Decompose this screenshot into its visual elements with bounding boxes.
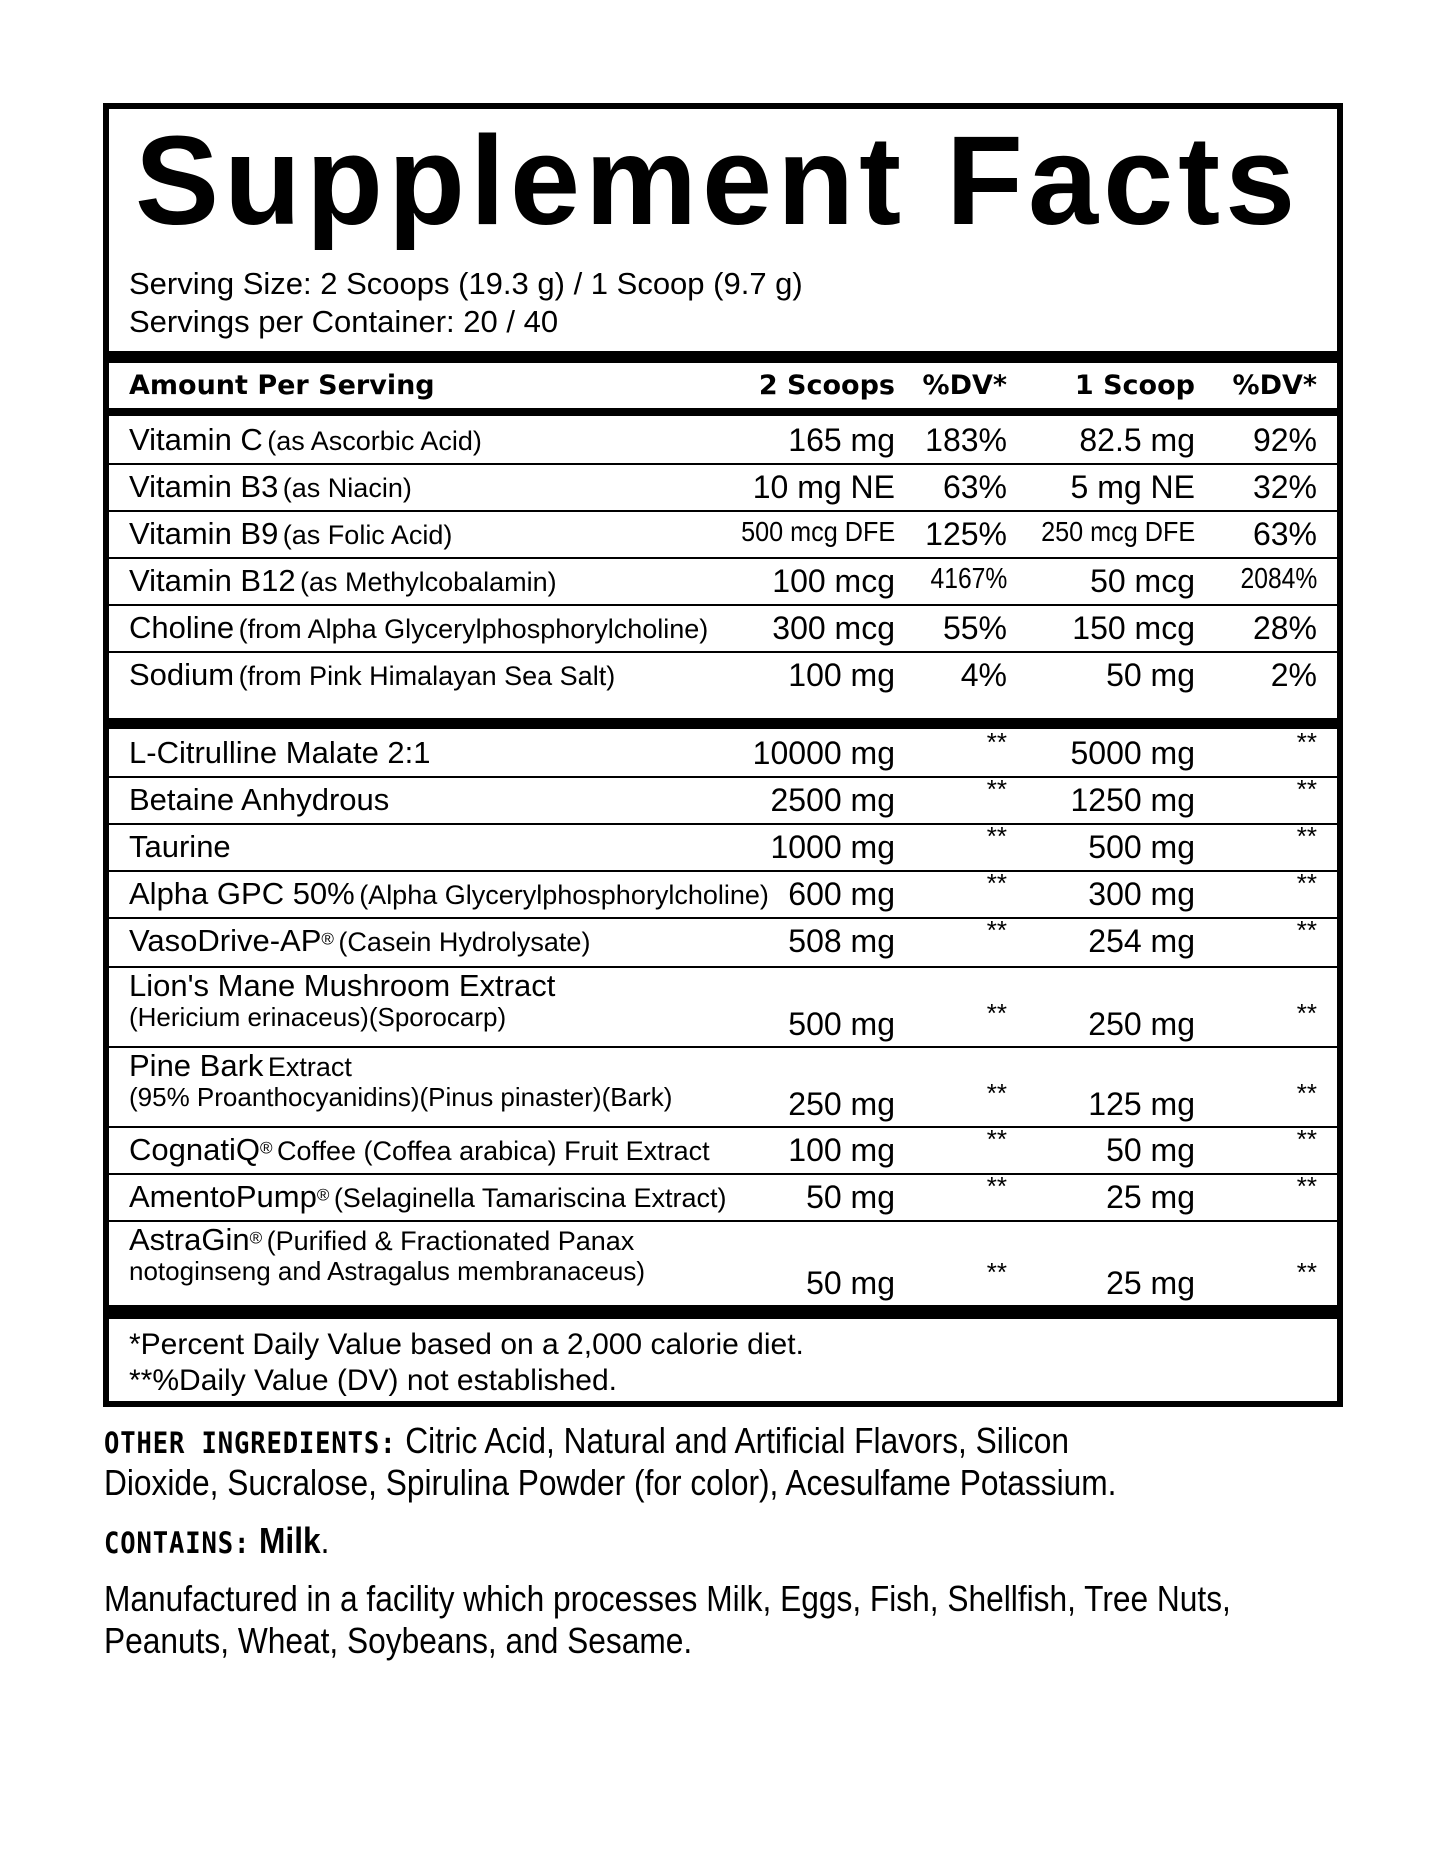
contains-period: . (320, 1520, 330, 1561)
table-row (109, 557, 1337, 604)
ingredient-title: Vitamin B9 (129, 516, 279, 551)
other-ingredients (104, 1420, 1116, 1504)
dv-one-scoop: ** (1296, 868, 1317, 898)
ingredient-title: L-Citrulline Malate 2:1 (129, 735, 431, 770)
table-row (109, 776, 1337, 823)
other-ingredients-line1: Citric Acid, Natural and Artificial Flavors, Silicon (405, 1420, 1069, 1461)
ingredient-name (129, 469, 412, 505)
amount-two-scoops: 508 mg (788, 923, 895, 959)
amount-two-scoops: 100 mg (788, 657, 895, 693)
amount-one-scoop: 1250 mg (1070, 782, 1195, 818)
dv-two-scoops: ** (986, 774, 1007, 804)
dv-one-scoop: 2% (1270, 657, 1317, 693)
amount-one-scoop: 5 mg NE (1070, 469, 1195, 505)
amount-one-scoop: 150 mcg (1072, 610, 1195, 646)
ingredient-title: Alpha GPC 50% (129, 876, 355, 911)
footnotes (129, 1327, 804, 1399)
ingredient-name (129, 968, 555, 1004)
dv-two-scoops: 183% (925, 422, 1007, 458)
dv-two-scoops: ** (986, 915, 1007, 945)
ingredient-source: (from Pink Himalayan Sea Salt) (238, 661, 616, 691)
registered-mark: ® (249, 1228, 263, 1248)
dv-one-scoop: ** (1296, 1171, 1317, 1201)
ingredient-title: Vitamin B3 (129, 469, 279, 504)
facility-line2: Peanuts, Wheat, Soybeans, and Sesame. (104, 1620, 693, 1661)
table-row (109, 463, 1337, 510)
ingredient-title: Vitamin C (129, 422, 263, 457)
ingredient-detail: (Hericium erinaceus)(Sporocarp) (129, 1002, 507, 1032)
table-row (109, 729, 1337, 776)
dv-one-scoop: 2084% (1240, 563, 1317, 595)
header-bottom-divider (109, 408, 1337, 416)
ingredient-name (129, 422, 482, 458)
dv-two-scoops: 4167% (930, 563, 1007, 595)
ingredient-name (129, 610, 708, 646)
amount-one-scoop: 50 mg (1106, 1132, 1195, 1168)
ingredient-source: (Purified & Fractionated Panax (266, 1226, 635, 1256)
servings-per-container: Servings per Container: 20 / 40 (129, 304, 559, 339)
dv-one-scoop: 92% (1252, 422, 1317, 458)
dv-one-scoop: ** (1296, 774, 1317, 804)
dv-two-scoops: ** (986, 1257, 1007, 1287)
amount-two-scoops: 10000 mg (752, 735, 895, 771)
dv-one-scoop: 63% (1252, 516, 1317, 552)
amount-two-scoops: 300 mcg (772, 610, 895, 646)
dv-two-scoops: ** (986, 727, 1007, 757)
ingredient-source: (Casein Hydrolysate) (338, 927, 591, 957)
ingredient-detail: notoginseng and Astragalus membranaceus) (129, 1256, 645, 1286)
amount-two-scoops: 100 mcg (772, 563, 895, 599)
dv-one-scoop: ** (1296, 821, 1317, 851)
dv-two-scoops: ** (986, 998, 1007, 1028)
ingredient-source: (as Folic Acid) (282, 520, 453, 550)
dv-two-scoops: ** (986, 1124, 1007, 1154)
ingredient-name (129, 735, 431, 771)
amount-two-scoops: 600 mg (788, 876, 895, 912)
table-row (109, 510, 1337, 557)
ingredient-name (129, 1132, 710, 1168)
table-row (109, 651, 1337, 698)
panel-title: Supplement Facts (135, 110, 1301, 251)
one-scoop-header: 1 Scoop (1074, 370, 1195, 401)
other-ingredients-label: OTHER INGREDIENTS: (104, 1426, 397, 1460)
amount-one-scoop: 250 mg (1088, 1006, 1195, 1042)
amount-per-serving-label: Amount Per Serving (129, 370, 435, 401)
amount-one-scoop: 500 mg (1088, 829, 1195, 865)
amount-one-scoop: 50 mg (1106, 657, 1195, 693)
ingredient-name (129, 876, 769, 912)
table-row (109, 917, 1337, 966)
header-thick-divider (109, 351, 1337, 363)
ingredient-source: (Selaginella Tamariscina Extract) (333, 1183, 727, 1213)
amount-two-scoops: 500 mg (788, 1006, 895, 1042)
ingredient-title: Choline (129, 610, 235, 645)
ingredient-name (129, 657, 615, 693)
footnote-not-established: **%Daily Value (DV) not established. (129, 1364, 618, 1397)
amount-one-scoop: 300 mg (1088, 876, 1195, 912)
ingredient-source: (Alpha Glycerylphosphorylcholine) (359, 880, 769, 910)
dv-one-scoop: ** (1296, 1257, 1317, 1287)
table-row (109, 1046, 1337, 1126)
ingredient-source: (as Methylcobalamin) (300, 567, 557, 597)
dv-two-scoops: 63% (942, 469, 1007, 505)
dv-header-two: %DV* (922, 370, 1007, 401)
dv-one-scoop: ** (1296, 727, 1317, 757)
dv-header-one: %DV* (1232, 370, 1317, 401)
ingredient-name (129, 829, 231, 865)
ingredient-title: Sodium (129, 657, 235, 692)
table-row (109, 870, 1337, 917)
dv-two-scoops: 4% (960, 657, 1007, 693)
amount-two-scoops: 100 mg (788, 1132, 895, 1168)
ingredient-name (129, 563, 557, 599)
table-row (109, 604, 1337, 651)
amount-one-scoop: 25 mg (1106, 1265, 1195, 1301)
amount-two-scoops: 500 mcg DFE (740, 516, 895, 547)
ingredient-title: Taurine (129, 829, 231, 864)
ingredient-source: (as Niacin) (282, 473, 412, 503)
table-row (109, 1173, 1337, 1220)
serving-size: Serving Size: 2 Scoops (19.3 g) / 1 Scoop (9.7 g) (129, 266, 803, 301)
ingredient-title: CognatiQ (129, 1132, 260, 1167)
table-row (109, 1126, 1337, 1173)
dv-two-scoops: ** (986, 1078, 1007, 1108)
amount-one-scoop: 125 mg (1088, 1086, 1195, 1122)
contains-allergen: Milk (259, 1520, 321, 1561)
supplement-facts-panel (103, 103, 1343, 1407)
amount-one-scoop: 250 mcg DFE (1040, 516, 1195, 547)
ingredient-name (129, 1048, 352, 1084)
two-scoops-header: 2 Scoops (758, 370, 895, 401)
amount-one-scoop: 5000 mg (1070, 735, 1195, 771)
amount-one-scoop: 25 mg (1106, 1179, 1195, 1215)
amount-two-scoops: 1000 mg (770, 829, 895, 865)
other-ingredients-line2: Dioxide, Sucralose, Spirulina Powder (for color), Acesulfame Potassium. (104, 1462, 1117, 1503)
amount-one-scoop: 254 mg (1088, 923, 1195, 959)
ingredient-suffix: Extract (267, 1052, 352, 1082)
ingredient-title: Lion's Mane Mushroom Extract (129, 968, 556, 1003)
amount-two-scoops: 50 mg (806, 1265, 895, 1301)
amount-one-scoop: 82.5 mg (1079, 422, 1195, 458)
dv-two-scoops: ** (986, 821, 1007, 851)
ingredient-name (129, 516, 452, 552)
ingredient-title: Pine Bark (129, 1048, 264, 1083)
amount-two-scoops: 50 mg (806, 1179, 895, 1215)
ingredient-name (129, 1222, 634, 1258)
ingredient-title: VasoDrive-AP (129, 923, 322, 958)
dv-two-scoops: ** (986, 1171, 1007, 1201)
ingredient-title: AmentoPump (129, 1179, 317, 1214)
amount-two-scoops: 10 mg NE (752, 469, 895, 505)
registered-mark: ® (259, 1138, 273, 1158)
footer-thick-divider (109, 1305, 1337, 1319)
table-row (109, 966, 1337, 1046)
dv-one-scoop: ** (1296, 1078, 1317, 1108)
ingredient-name (129, 782, 389, 818)
contains-label: CONTAINS: (104, 1526, 251, 1560)
dv-one-scoop: ** (1296, 1124, 1317, 1154)
ingredient-source: (from Alpha Glycerylphosphorylcholine) (238, 614, 709, 644)
amount-two-scoops: 2500 mg (770, 782, 895, 818)
ingredient-title: AstraGin (129, 1222, 250, 1257)
table-row (109, 823, 1337, 870)
dv-one-scoop: ** (1296, 998, 1317, 1028)
ingredient-source: Coffee (Coffea arabica) Fruit Extract (276, 1136, 710, 1166)
ingredient-title: Betaine Anhydrous (129, 782, 390, 817)
table-row (109, 416, 1337, 463)
ingredient-name (129, 923, 590, 959)
facility-line1: Manufactured in a facility which processes Milk, Eggs, Fish, Shellfish, Tree Nuts, (104, 1578, 1231, 1619)
amount-two-scoops: 165 mg (788, 422, 895, 458)
ingredient-source: (as Ascorbic Acid) (267, 426, 482, 456)
dv-one-scoop: 28% (1252, 610, 1317, 646)
section-thick-divider (109, 718, 1337, 729)
ingredient-detail: (95% Proanthocyanidins)(Pinus pinaster)(Bark) (129, 1082, 673, 1112)
dv-two-scoops: 55% (942, 610, 1007, 646)
registered-mark: ® (316, 1185, 330, 1205)
amount-one-scoop: 50 mcg (1090, 563, 1195, 599)
table-row (109, 1220, 1337, 1305)
registered-mark: ® (321, 929, 334, 949)
dv-one-scoop: ** (1296, 915, 1317, 945)
ingredient-title: Vitamin B12 (129, 563, 296, 598)
dv-two-scoops: ** (986, 868, 1007, 898)
dv-two-scoops: 125% (925, 516, 1007, 552)
ingredient-name (129, 1179, 726, 1215)
amount-two-scoops: 250 mg (788, 1086, 895, 1122)
footnote-dv: *Percent Daily Value based on a 2,000 calorie diet. (129, 1328, 804, 1361)
contains-statement (104, 1520, 329, 1562)
facility-statement (104, 1578, 1231, 1662)
dv-one-scoop: 32% (1252, 469, 1317, 505)
